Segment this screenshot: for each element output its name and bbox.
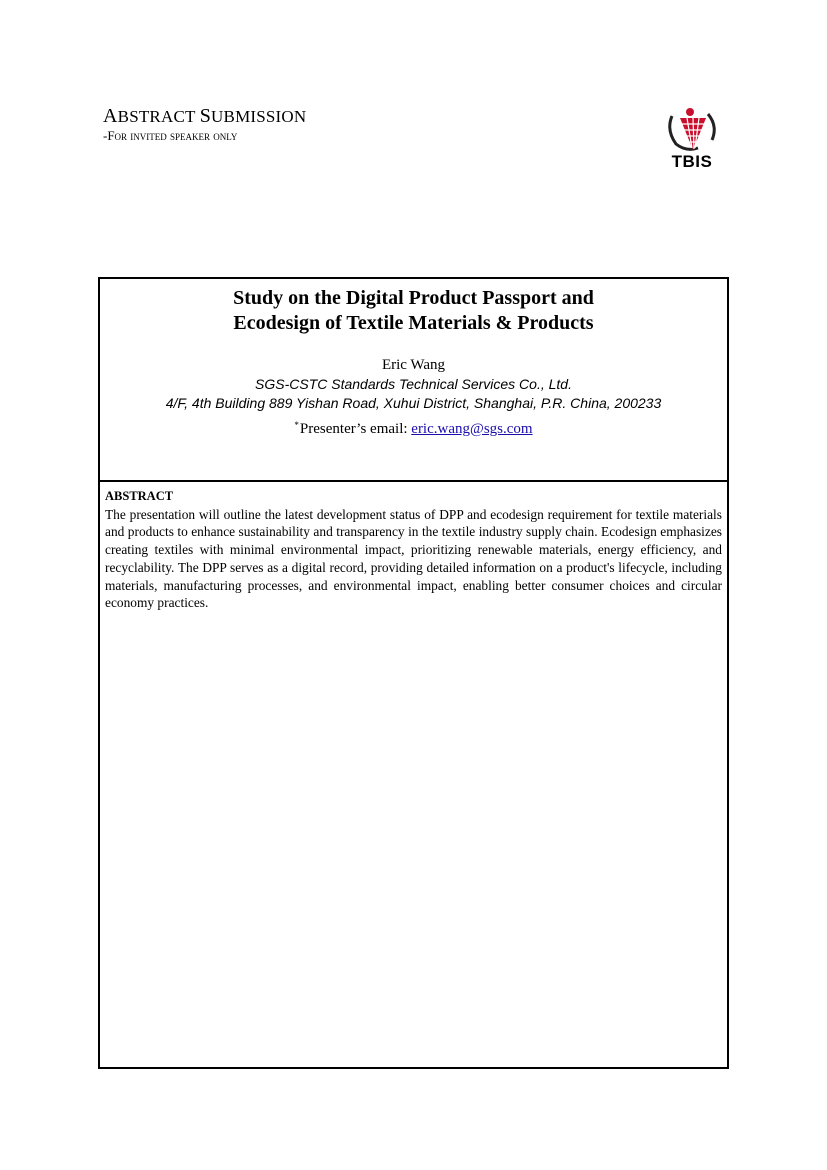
author-name: Eric Wang [381, 357, 446, 373]
abstract-frame [98, 277, 729, 1069]
presenter-email-line [100, 416, 727, 439]
abstract-box [105, 488, 722, 612]
address: 4/F, 4th Building 889 Yishan Road, Xuhui District, Shanghai, P.R. China, 200233 [165, 395, 662, 411]
header-title: ABSTRACT SUBMISSION [103, 105, 307, 127]
email-link[interactable]: eric.wang@sgs.com [411, 421, 533, 437]
email-label: Presenter’s email: [299, 421, 412, 437]
abstract-body: The presentation will outline the latest development status of DPP and ecodesign requirement for textile materials and products to enhance sustainability and transparency in the textile industry supply chain. Ecodesign emphasizes creating textiles with minimal environmental impact, prioritizing renewable materials, energy efficiency, and recyclability. The DPP serves as a digital record, providing detailed information on a product's lifecycle, including materials, manufacturing processes, and environmental impact, enabling better consumer choices and circular economy practices. [105, 506, 722, 611]
tbis-logo [662, 104, 724, 174]
logo-text: TBIS [671, 152, 713, 171]
title-box [100, 279, 727, 482]
header-subtitle: -For invited speaker only [103, 128, 238, 143]
abstract-heading: ABSTRACT [105, 489, 174, 503]
tbis-globe-logo-icon [662, 104, 722, 154]
presenter-mark: * [294, 420, 299, 430]
paper-title [100, 286, 727, 336]
paper-title-line-1: Study on the Digital Product Passport and [233, 287, 594, 309]
paper-title-line-2: Ecodesign of Textile Materials & Products [233, 312, 594, 334]
organization: SGS-CSTC Standards Technical Services Co., Ltd. [255, 376, 572, 392]
